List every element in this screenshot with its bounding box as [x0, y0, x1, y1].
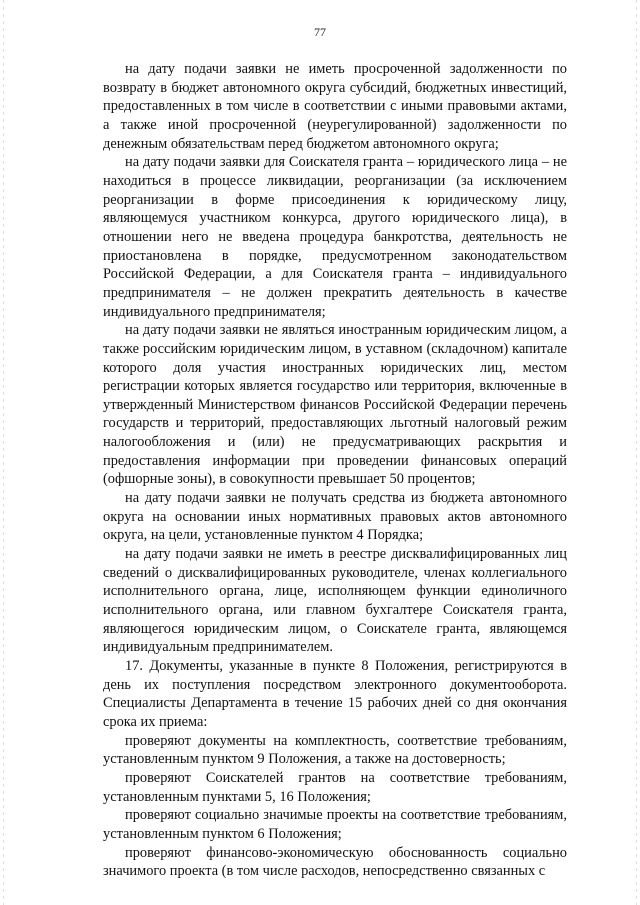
paragraph-item-17: 17. Документы, указанные в пункте 8 Положения, регистрируются в день их поступления посредством электронного документооборота. Специалисты Департамента в течение 15 рабочих дней со дня окончания срока их приема:: [103, 658, 567, 730]
paragraph-no-overdue-debt: на дату подачи заявки не иметь просроченной задолженности по возврату в бюджет автономного округа субсидий, бюджетных инвестиций, предоставленных в том числе в соответствии с иными правовыми актами, а также иной просроченной (неурегулированной) задолженности по денежным обязательствам перед бюджетом автономного округа;: [103, 61, 567, 152]
paragraph-no-disqualified-persons: на дату подачи заявки не иметь в реестре дисквалифицированных лиц сведений о дисквалифицированных руководителе, членах коллегиального исполнительного органа, лице, исполняющем функции единоличного исполнительного органа, или главном бухгалтере Соискателя гранта, являющегося юридическим лицом, о Соискателе гранта, являющемся индивидуальным предпринимателем.: [103, 546, 567, 656]
scan-edge-right: [636, 0, 637, 905]
document-body: [103, 60, 567, 881]
paragraph-not-foreign-entity: на дату подачи заявки не являться иностранным юридическим лицом, а также российским юридическим лицом, в уставном (складочном) капитале которого доля участия иностранных юридических лиц, местом регистрации которых является государство или территория, включенные в утвержденный Министерством финансов Российской Федерации перечень государств и территорий, предоставляющих льготный налоговый режим налогообложения и (или) не предусматривающих раскрытия и предоставления информации при проведении финансовых операций (офшорные зоны), в совокупности превышает 50 процентов;: [103, 322, 567, 488]
paragraph-no-liquidation: на дату подачи заявки для Соискателя гранта – юридического лица – не находиться в процессе ликвидации, реорганизации (за исключением реорганизации в форме присоединения к юридическому лицу, являющемуся участником конкурса, другого юридического лица), в отношении него не введена процедура банкротства, деятельность не приостановлена в порядке, предусмотренном законодательством Российской Федерации, а для Соискателя гранта – индивидуального предпринимателя – не должен прекратить деятельность в качестве индивидуального предпринимателя;: [103, 154, 567, 320]
scan-edge-left: [3, 0, 4, 905]
paragraph-check-projects: проверяют социально значимые проекты на соответствие требованиям, установленным пунктом 6 Положения;: [103, 807, 567, 842]
paragraph-check-documents: проверяют документы на комплектность, соответствие требованиям, установленным пунктом 9 Положения, а также на достоверность;: [103, 732, 567, 768]
paragraph-no-other-budget-funds: на дату подачи заявки не получать средства из бюджета автономного округа на основании иных нормативных правовых актов автономного округа, на цели, установленные пунктом 4 Порядка;: [103, 490, 567, 544]
paragraph-check-financials: проверяют финансово-экономическую обоснованность социально значимого проекта (в том числе расходов, непосредственно связанных с: [103, 844, 567, 880]
page-number: 77: [314, 25, 326, 39]
paragraph-check-applicants: проверяют Соискателей грантов на соответствие требованиям, установленным пунктами 5, 16 Положения;: [103, 769, 567, 805]
